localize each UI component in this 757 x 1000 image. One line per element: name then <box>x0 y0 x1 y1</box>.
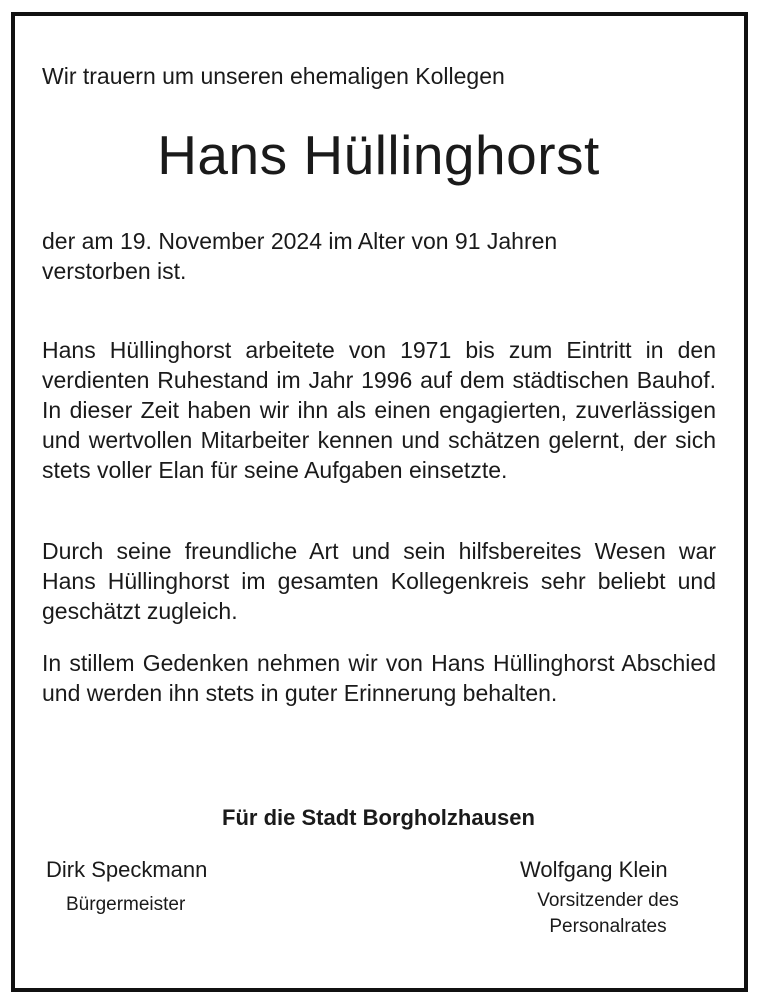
signatory-name-council: Wolfgang Klein <box>520 857 668 882</box>
death-info-line-1: der am 19. November 2024 im Alter von 91 Jahren <box>42 228 558 254</box>
signatory-role-council <box>510 888 706 940</box>
signatory-role-council-line-1: Vorsitzender des <box>537 890 679 911</box>
deceased-name: Hans Hüllinghorst <box>157 124 600 186</box>
paragraph-farewell: In stillem Gedenken nehmen wir von Hans Hüllinghorst Abschied und werden ihn stets in guter Erinnerung behalten. <box>42 650 716 706</box>
death-info <box>42 226 716 286</box>
paragraph-career: Hans Hüllinghorst arbeitete von 1971 bis zum Eintritt in den verdienten Ruhestand im Jahr 1996 auf dem städtischen Bauhof. In dieser Zeit haben wir ihn als einen engagierten, zuverlässigen und wertvollen Mitarbeiter kennen und schätzen gelernt, der sich stets voller Elan für seine Aufgaben einsetzte. <box>42 337 716 483</box>
signatory-role-council-line-2: Personalrates <box>549 916 667 937</box>
signatory-role-mayor: Bürgermeister <box>66 894 186 915</box>
intro-text: Wir trauern um unseren ehemaligen Kollegen <box>42 63 505 89</box>
paragraph-character: Durch seine freundliche Art und sein hilfsbereites Wesen war Hans Hüllinghorst im gesamten Kollegenkreis sehr beliebt und geschätzt zugleich. <box>42 538 716 624</box>
death-info-line-2: verstorben ist. <box>42 258 187 284</box>
signatory-name-mayor: Dirk Speckmann <box>46 857 208 882</box>
organization-line: Für die Stadt Borgholzhausen <box>222 805 535 830</box>
